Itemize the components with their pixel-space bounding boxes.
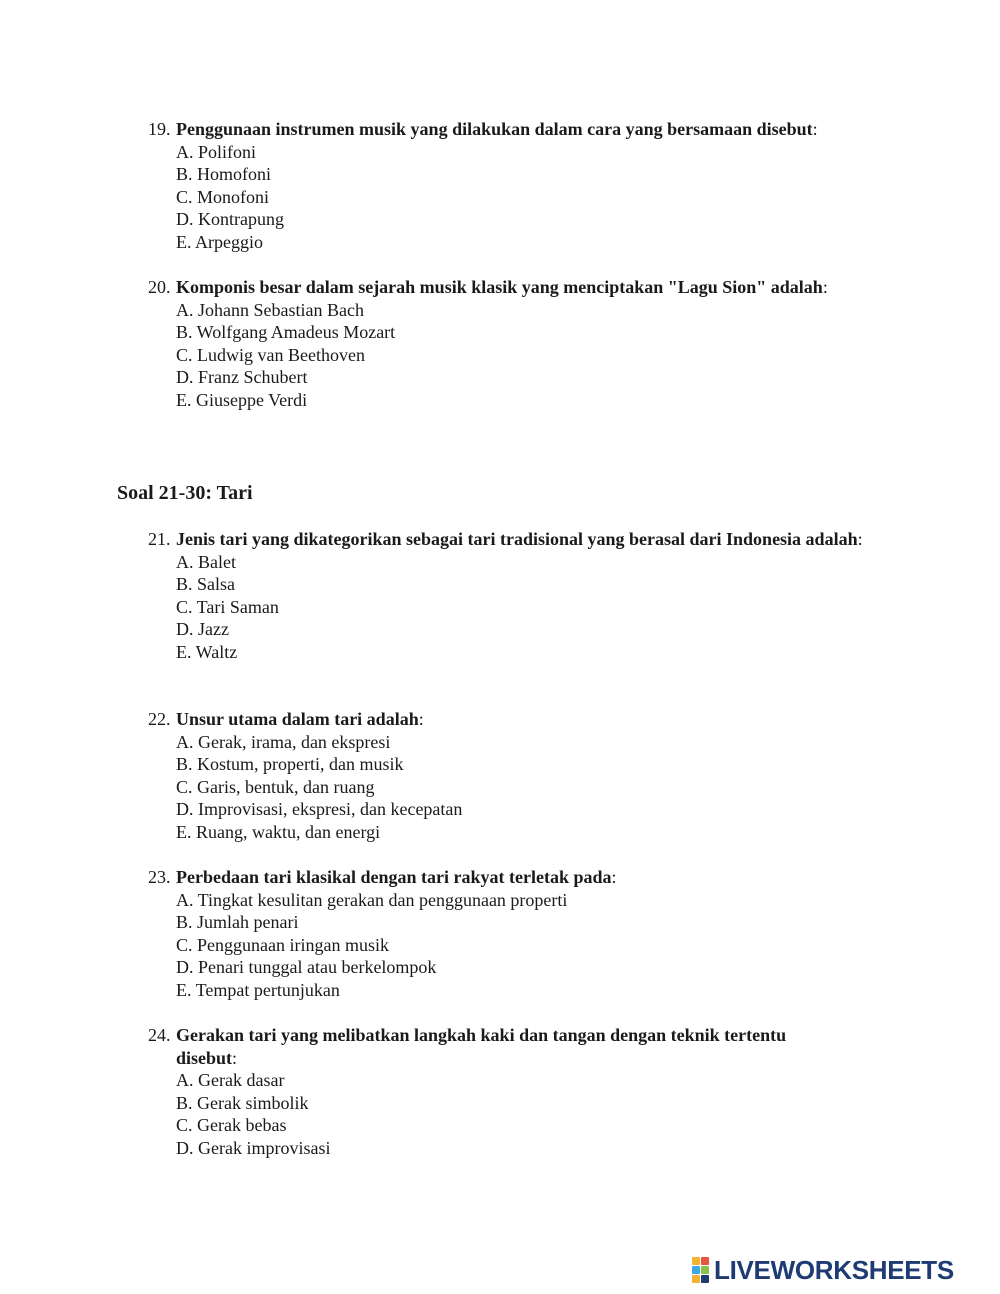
question-24 xyxy=(148,1024,888,1159)
question-stem-tail: : xyxy=(611,867,617,887)
question-number: 20. xyxy=(148,277,171,297)
option-e: E. Tempat pertunjukan xyxy=(176,979,340,1000)
liveworksheets-logo-icon xyxy=(692,1257,710,1283)
logo-tile xyxy=(701,1275,709,1283)
option-e: E. Ruang, waktu, dan energi xyxy=(176,821,381,842)
logo-tile xyxy=(692,1275,700,1283)
logo-tile xyxy=(692,1266,700,1274)
option-c: C. Monofoni xyxy=(176,186,270,207)
liveworksheets-logo xyxy=(692,1255,954,1285)
option-a: A. Johann Sebastian Bach xyxy=(176,299,364,320)
options-list xyxy=(148,731,888,844)
option-b: B. Jumlah penari xyxy=(176,912,299,932)
logo-tile xyxy=(701,1266,709,1274)
question-23 xyxy=(148,866,888,1001)
question-number: 21. xyxy=(148,529,171,549)
option-a: A. Gerak dasar xyxy=(176,1070,285,1090)
question-stem xyxy=(176,276,888,299)
question-stem xyxy=(176,866,888,889)
question-number: 19. xyxy=(148,119,171,139)
option-b: B. Salsa xyxy=(176,574,236,594)
option-a: A. Tingkat kesulitan gerakan dan penggunaan properti xyxy=(176,889,568,910)
question-20 xyxy=(148,276,888,411)
question-21 xyxy=(148,528,888,663)
question-number: 22. xyxy=(148,709,171,729)
question-stem xyxy=(176,708,888,731)
option-c: C. Gerak bebas xyxy=(176,1115,287,1135)
option-d: D. Penari tunggal atau berkelompok xyxy=(176,957,437,977)
option-d: D. Gerak improvisasi xyxy=(176,1137,331,1158)
question-22 xyxy=(148,708,888,843)
option-b: B. Homofoni xyxy=(176,164,272,184)
section-title: Soal 21-30: Tari xyxy=(117,482,253,504)
option-e: E. Arpeggio xyxy=(176,231,263,252)
question-number: 23. xyxy=(148,867,171,887)
option-c: C. Garis, bentuk, dan ruang xyxy=(176,776,375,797)
option-d: D. Kontrapung xyxy=(176,209,284,229)
option-d: D. Franz Schubert xyxy=(176,367,308,387)
option-b: B. Kostum, properti, dan musik xyxy=(176,754,404,774)
liveworksheets-logo-text: LIVEWORKSHEETS xyxy=(714,1255,954,1285)
question-stem-bold: Penggunaan instrumen musik yang dilakukan dalam cara yang bersamaan disebut xyxy=(176,119,813,139)
option-c: C. Penggunaan iringan musik xyxy=(176,934,389,955)
question-stem-bold: Gerakan tari yang melibatkan langkah kaki dan tangan dengan teknik tertentu disebut xyxy=(176,1025,787,1068)
option-b: B. Wolfgang Amadeus Mozart xyxy=(176,322,396,342)
option-a: A. Polifoni xyxy=(176,141,257,162)
options-list xyxy=(148,1069,888,1159)
option-c: C. Ludwig van Beethoven xyxy=(176,344,365,365)
logo-tile xyxy=(692,1257,700,1265)
options-list xyxy=(148,299,888,412)
question-19 xyxy=(148,118,888,253)
question-stem-tail: : xyxy=(822,277,828,297)
question-stem-tail: : xyxy=(232,1047,238,1068)
option-a: A. Balet xyxy=(176,551,236,572)
logo-tile xyxy=(701,1257,709,1265)
question-stem-bold: Komponis besar dalam sejarah musik klasik yang menciptakan "Lagu Sion" adalah xyxy=(176,277,823,297)
option-d: D. Jazz xyxy=(176,619,229,639)
question-stem-bold: Perbedaan tari klasikal dengan tari rakyat terletak pada xyxy=(176,867,612,887)
question-stem xyxy=(176,528,888,551)
option-e: E. Waltz xyxy=(176,641,238,662)
question-stem-bold: Jenis tari yang dikategorikan sebagai tari tradisional yang berasal dari Indonesia adalah xyxy=(176,529,858,549)
option-a: A. Gerak, irama, dan ekspresi xyxy=(176,731,391,752)
options-list xyxy=(148,141,888,254)
question-stem xyxy=(176,1024,888,1069)
question-stem-tail: : xyxy=(418,709,424,729)
option-b: B. Gerak simbolik xyxy=(176,1092,309,1113)
question-number: 24. xyxy=(148,1025,171,1045)
option-e: E. Giuseppe Verdi xyxy=(176,389,308,410)
question-stem-tail: : xyxy=(857,529,863,549)
option-d: D. Improvisasi, ekspresi, dan kecepatan xyxy=(176,799,463,819)
question-stem-tail: : xyxy=(812,119,818,139)
question-stem-bold: Unsur utama dalam tari adalah xyxy=(176,709,419,729)
options-list xyxy=(148,889,888,1002)
option-c: C. Tari Saman xyxy=(176,596,279,617)
question-stem xyxy=(176,118,888,141)
options-list xyxy=(148,551,888,664)
